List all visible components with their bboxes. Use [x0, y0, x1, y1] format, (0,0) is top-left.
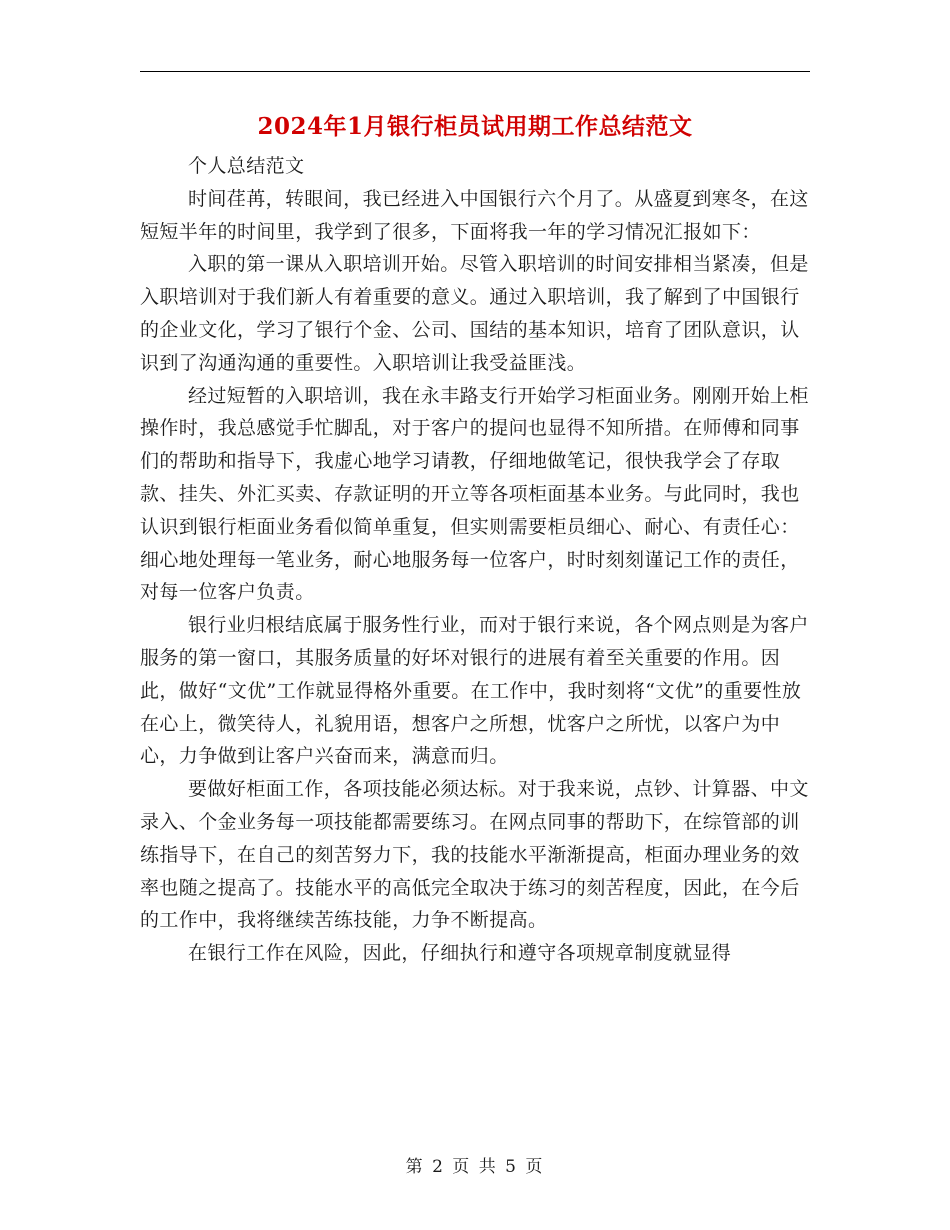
- paragraph-6: 在银行工作在风险，因此，仔细执行和遵守各项规章制度就显得: [188, 942, 732, 965]
- paragraph-1: 时间荏苒，转眼间，我已经进入中国银行六个月了。从盛夏到寒冬，在这短短半年的时间里，我学到了很多，下面将我一年的学习情况汇报如下：: [140, 187, 809, 243]
- header-rule: [140, 71, 810, 72]
- document-title: 2024年1月银行柜员试用期工作总结范文: [257, 113, 693, 140]
- paragraph-5: 要做好柜面工作，各项技能必须达标。对于我来说，点钞、计算器、中文录入、个金业务每一项技能都需要练习。在网点同事的帮助下，在综管部的训练指导下，在自己的刻苦努力下，我的技能水平渐渐提高，柜面办理业务的效率也随之提高了。技能水平的高低完全取决于练习的刻苦程度，因此，在今后的工作中，我将继续苦练技能，力争不断提高。: [140, 778, 809, 932]
- paragraph-3: 经过短暂的入职培训，我在永丰路支行开始学习柜面业务。刚刚开始上柜操作时，我总感觉手忙脚乱，对于客户的提问也显得不知所措。在师傅和同事们的帮助和指导下，我虚心地学习请教，仔细地做笔记，很快我学会了存取款、挂失、外汇买卖、存款证明的开立等各项柜面基本业务。与此同时，我也认识到银行柜面业务看似简单重复，但实则需要柜员细心、耐心、有责任心：细心地处理每一笔业务，耐心地服务每一位客户，时时刻刻谨记工作的责任，对每一位客户负责。: [140, 384, 809, 604]
- paragraph-4: 银行业归根结底属于服务性行业，而对于银行来说，各个网点则是为客户服务的第一窗口，其服务质量的好坏对银行的进展有着至关重要的作用。因此，做好“文优”工作就显得格外重要。在工作中，我时刻将“文优”的重要性放在心上，微笑待人，礼貌用语，想客户之所想，忧客户之所忧，以客户为中心，力争做到让客户兴奋而来，满意而归。: [140, 614, 809, 768]
- document-body: [140, 150, 810, 970]
- paragraph-2: 入职的第一课从入职培训开始。尽管入职培训的时间安排相当紧凑，但是入职培训对于我们新人有着重要的意义。通过入职培训，我了解到了中国银行的企业文化，学习了银行个金、公司、国结的基本知识，培育了团队意识，认识到了沟通沟通的重要性。入职培训让我受益匪浅。: [140, 253, 809, 374]
- page-number: 第 2 页 共 5 页: [405, 1157, 545, 1177]
- section-heading: 个人总结范文: [188, 155, 305, 177]
